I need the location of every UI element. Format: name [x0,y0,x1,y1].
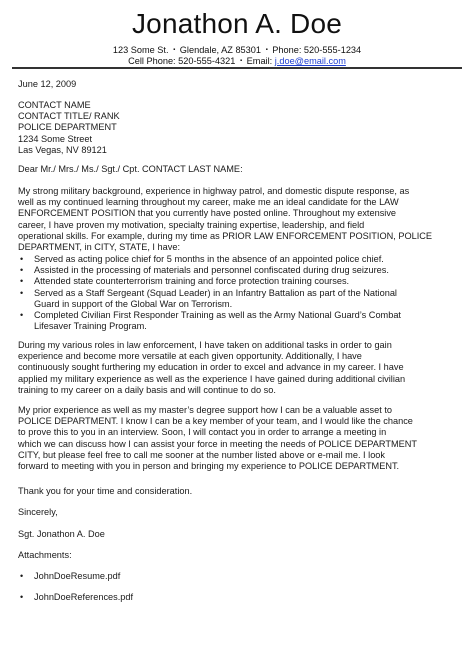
thank-you-line: Thank you for your time and consideration. [18,486,193,496]
paragraph-closing [18,405,456,472]
list-item [18,310,448,332]
city-state-zip: Glendale, AZ 85301 [179,45,261,55]
paragraph-line: CITY, but please feel free to call me sooner at the number listed above or e-mail me. I look [18,449,386,460]
list-item-text: Guard in support of the Global War on Terrorism. [34,298,233,309]
paragraph-intro [18,186,456,253]
recipient-line: Las Vegas, NV 89121 [18,144,107,155]
paragraph-line: which we can discuss how I can assist your force in meeting the needs of POLICE DEPARTMENT [18,438,417,449]
contact-line-address [0,45,474,56]
paragraph-line: career, I have proven my motivation, specialty training expertise, leadership, and field [18,219,365,230]
header-divider [12,67,462,69]
paragraph-line: to prove this to you in an interview. Soon, I will contact you in order to arrange a meeting in [18,427,387,438]
paragraph-line: applied my military experience as well as the experience I have gained during additional civilian [18,373,406,384]
attachment-item[interactable] [18,571,448,582]
paragraph-line: DEPARTMENT, in CITY, STATE, I have: [18,242,181,253]
attachments-list [18,571,448,603]
separator-icon: ▪ [265,47,268,54]
recipient-block [18,100,456,156]
list-item-text: • Attended state counterterrorism training and force protection training courses. [34,276,350,287]
paragraph-line: forward to meeting with you in person and bringing my experience to POLICE DEPARTMENT. [18,461,400,472]
email-label: Email: [246,56,273,66]
paragraph-line: My prior experience as well as my master’s degree support how I can be a valuable asset to [18,405,392,415]
list-item [18,254,448,265]
accomplishments-list [18,254,448,332]
recipient-line: CONTACT NAME [18,100,91,110]
salutation: Dear Mr./ Mrs./ Ms./ Sgt./ Cpt. CONTACT LAST NAME: [18,164,243,174]
list-item-text: • Served as a Staff Sergeant (Squad Leader) in an Infantry Battalion as part of the National [34,287,397,298]
list-item-text: Lifesaver Training Program. [34,321,147,332]
list-item [18,276,448,287]
separator-icon: ▪ [173,47,176,54]
phone-number: Phone: 520-555-1234 [272,45,362,55]
recipient-line: 1234 Some Street [18,133,93,144]
paragraph-line: training to my career on a daily basis and will continue to do so. [18,384,276,395]
paragraph-line: well as my continued learning throughout my career, make me an ideal candidate for the LAW [18,197,399,208]
paragraph-line: experience and become more versatile at each given opportunity. Additionally, I have [18,351,362,362]
list-item-text: • Served as acting police chief for 5 months in the absence of an appointed police chief. [34,254,384,264]
closing-line: Sincerely, [18,507,58,517]
paragraph-experience [18,340,456,396]
recipient-line: POLICE DEPARTMENT [18,122,117,133]
recipient-line: CONTACT TITLE/ RANK [18,111,120,122]
list-item [18,288,448,310]
attachment-filename: JohnDoeResume.pdf [34,571,121,581]
letter-date: June 12, 2009 [18,79,77,89]
applicant-name: Jonathon A. Doe [131,8,343,39]
paragraph-line: During my various roles in law enforcement, I have taken on additional tasks in order to gain [18,340,392,350]
paragraph-line: operational skills. For example, during my time as PRIOR LAW ENFORCEMENT POSITION, POLICE [18,230,433,241]
list-item-text: • Completed Civilian First Responder Training as well as the Army National Guard’s Combat [34,310,401,321]
attachments-label: Attachments: [18,550,72,560]
email-link[interactable]: j.doe@email.com [274,56,346,66]
paragraph-line: My strong military background, experience in highway patrol, and domestic dispute response, as [18,186,410,196]
paragraph-line: POLICE DEPARTMENT. I know I can be a key member of your team, and I would like the chance [18,416,413,427]
list-item-text: • Assisted in the processing of materials and personnel confiscated during drug seizures. [34,265,389,276]
street-address: 123 Some St. [112,45,169,55]
list-item [18,265,448,276]
separator-icon: ▪ [239,58,243,65]
paragraph-line: ENFORCEMENT POSITION that you currently have posted online. Throughout my extensive [18,208,397,219]
cell-phone-number: Cell Phone: 520-555-4321 [128,56,236,66]
signature-name: Sgt. Jonathon A. Doe [18,529,105,539]
paragraph-line: continuously sought furthering my education in order to excel and advance in my career. I have [18,362,404,373]
attachment-item[interactable] [18,592,448,603]
contact-line-cell [0,56,474,67]
attachment-filename: JohnDoeReferences.pdf [34,592,134,603]
